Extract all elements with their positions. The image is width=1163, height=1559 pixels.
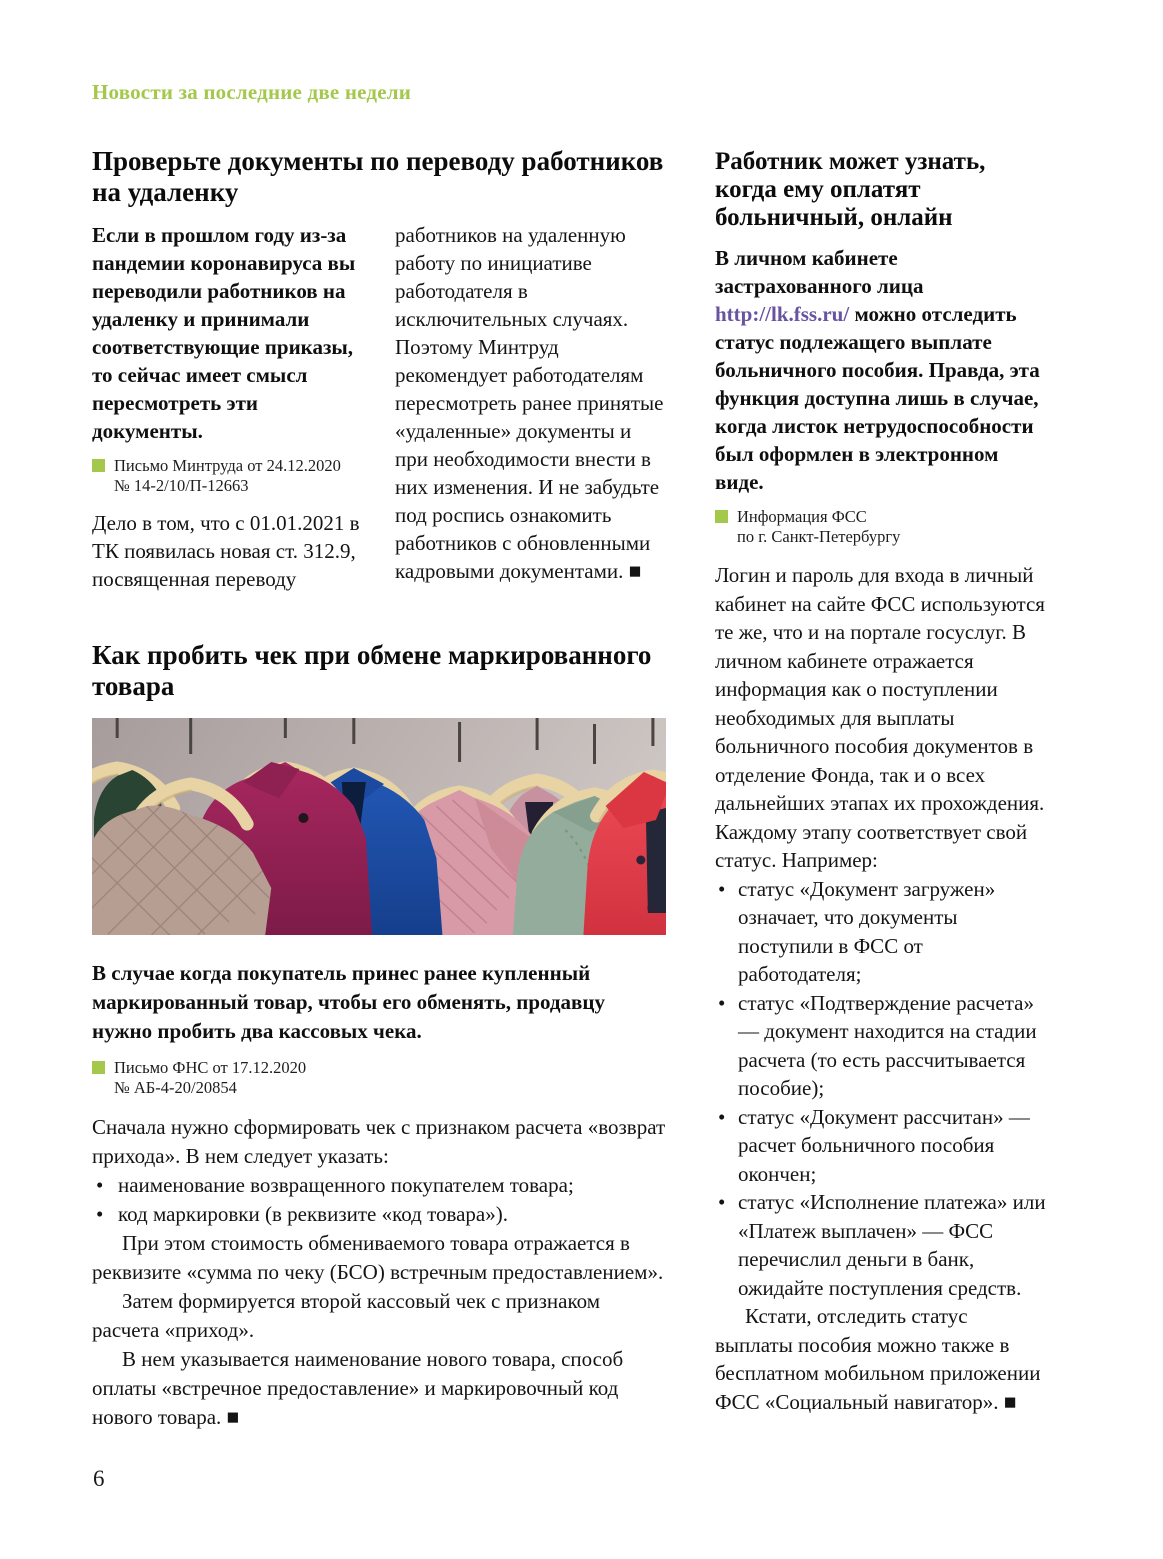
article-sickpay-source [715,507,1049,547]
article-sick-pay [715,148,1049,1416]
article-receipt-paragraph: В нем указывается наименование нового товара, способ оплаты «встречное предоставление» и маркировочный код нового товара. ■ [92,1347,624,1429]
article-receipt-title: Как пробить чек при обмене маркированного товара [92,640,652,701]
article-sickpay-bullet-list [715,875,1049,1303]
article-receipt-bullet-list [92,1171,668,1229]
article-receipt-intro: Сначала нужно сформировать чек с признаком расчета «возврат прихода». В нем следует указать: [92,1115,666,1168]
article-receipt-body [92,1113,668,1432]
article-marked-goods [92,640,668,1432]
article-remote-work [92,146,668,593]
section-kicker: Новости за последние две недели [92,80,412,104]
article-sickpay-title: Работник может узнать, когда ему оплатят больничный, онлайн [715,148,986,231]
list-item: • код маркировки (в реквизите «код товара»). [92,1200,668,1229]
article-remote-columns [92,221,668,593]
list-item: • статус «Исполнение платежа» или «Платеж выплачен» — ФСС перечислил деньги в банк, ожидайте поступления средств. [715,1188,1049,1302]
article-remote-lead: Если в прошлом году из-за пандемии коронавируса вы переводили работников на удаленку и принимали соответствующие приказы, то сейчас имеет смысл пересмотреть эти документы. [92,223,356,443]
source-line-2: № АБ-4-20/20854 [114,1078,237,1097]
article-sickpay-intro: Логин и пароль для входа в личный кабинет на сайте ФСС используются те же, что и на портале госуслуг. В личном кабинете отражается информация как о поступлении необходимых для выплаты больничного пособия документов в отделение Фонда, так и о всех дальнейших этапах их прохождения. Каждому этапу соответствует свой статус. Например: [715,563,1045,872]
list-item: • статус «Документ рассчитан» — расчет больничного пособия окончен; [715,1103,1049,1189]
article-remote-body-col1: Дело в том, что с 01.01.2021 в ТК появилась новая ст. 312.9, посвященная переводу [92,511,360,591]
source-text [114,1058,306,1098]
article-receipt-lead: В случае когда покупатель принес ранее купленный маркированный товар, чтобы его обменять, продавцу нужно пробить два кассовых чека. [92,961,605,1043]
fss-cabinet-link[interactable]: http://lk.fss.ru/ [715,302,850,326]
list-item: • наименование возвращенного покупателем товара; [92,1171,668,1200]
source-marker-icon [92,459,105,472]
article-remote-title: Проверьте документы по переводу работников на удаленку [92,146,664,207]
list-item: • статус «Документ загружен» означает, что документы поступили в ФСС от работодателя; [715,875,1049,989]
page-number: 6 [93,1466,105,1491]
article-remote-column-2 [395,221,668,593]
source-line-2: № 14-2/10/П-12663 [114,476,249,495]
source-line-1: Письмо Минтруда от 24.12.2020 [114,456,341,475]
lead-text-after-link: можно отследить статус подлежащего выплате больничного пособия. Правда, эта функция доступна лишь в случае, когда листок нетрудоспособности был оформлен в электронном виде. [715,302,1040,494]
article-remote-column-1 [92,221,365,593]
article-receipt-source [92,1058,668,1098]
source-marker-icon [715,510,728,523]
article-remote-body-col2: работников на удаленную работу по инициативе работодателя в исключительных случаях. Поэтому Минтруд рекомендует работодателям пересмотреть ранее принятые «удаленные» документы и при необходимости внести в них изменения. И не забудьте под роспись ознакомить работников с обновленными кадровыми документами. ■ [395,223,664,583]
article-sickpay-outro: Кстати, отследить статус выплаты пособия можно также в бесплатном мобильном приложении ФСС «Социальный навигатор». ■ [715,1304,1041,1414]
source-text [114,456,341,496]
article-sickpay-lead [715,244,1049,496]
article-receipt-paragraph: Затем формируется второй кассовый чек с признаком расчета «приход». [92,1289,600,1342]
source-text [737,507,900,547]
source-line-1: Письмо ФНС от 17.12.2020 [114,1058,307,1077]
source-line-2: по г. Санкт-Петербургу [737,527,901,546]
source-line-1: Информация ФСС [737,507,867,526]
article-sickpay-body [715,561,1049,1416]
article-remote-source [92,456,365,496]
jackets-photo [92,718,666,935]
list-item: • статус «Подтверждение расчета» — документ находится на стадии расчета (то есть рассчитывается пособие); [715,989,1049,1103]
source-marker-icon [92,1061,105,1074]
article-receipt-paragraph: При этом стоимость обмениваемого товара отражается в реквизите «сумма по чеку (БСО) встречным предоставлением». [92,1231,664,1284]
lead-text-before-link: В личном кабинете застрахованного лица [715,246,924,298]
